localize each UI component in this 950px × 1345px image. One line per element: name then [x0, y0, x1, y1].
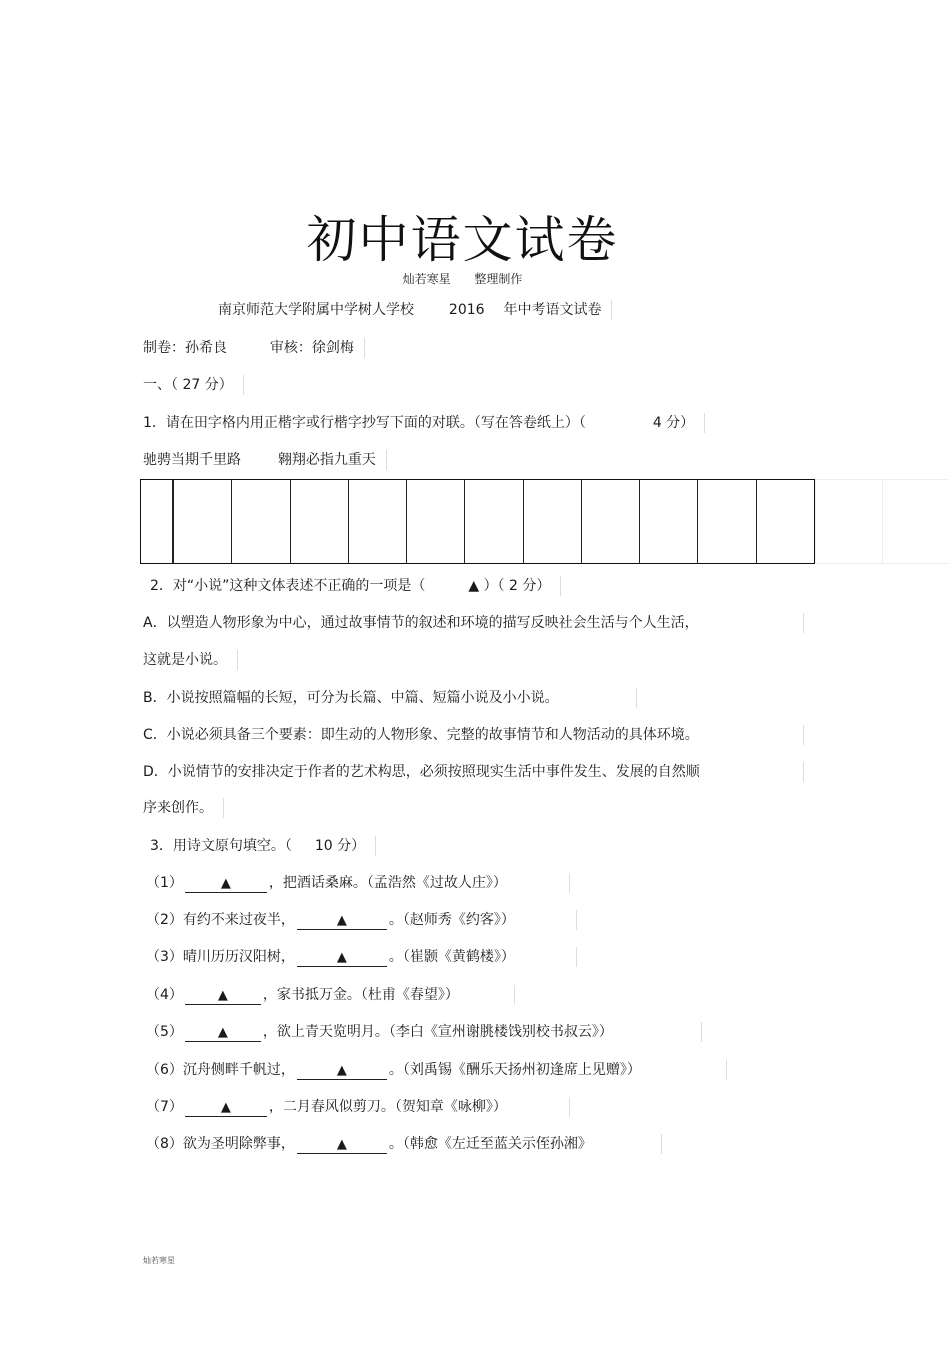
maker: 制卷：孙希良: [143, 340, 227, 356]
item-after: 。（韩愈《左迁至蓝关示侄孙湘》: [388, 1136, 592, 1152]
item-number: （8）: [146, 1136, 183, 1152]
item-before: 晴川历历汉阳树，: [182, 949, 295, 965]
grid-cell: [291, 480, 349, 563]
credit-author: 灿若寒星: [402, 272, 451, 286]
page-footer: 灿若寒星: [143, 1256, 175, 1265]
grid-cell: [757, 480, 814, 563]
grid-cell: [232, 480, 290, 563]
option-d-line2: 序来创作。: [143, 798, 224, 818]
answer-blank: ▲: [297, 913, 387, 930]
exam-school: 南京师范大学附属中学树人学校: [218, 302, 414, 318]
faint-grid-cell: [815, 480, 882, 563]
makers-line: [143, 338, 365, 358]
item-before: 有约不来过夜半，: [182, 912, 295, 928]
answer-blank: ▲: [185, 876, 267, 893]
item-number: （7）: [146, 1099, 183, 1115]
item-after: 。（刘禹锡《酬乐天扬州初逢席上见赠》）: [388, 1062, 641, 1078]
option-b: B．小说按照篇幅的长短，可分为长篇、中篇、短篇小说及小小说。: [143, 688, 637, 708]
item-number: （1）: [146, 875, 183, 891]
fill-item-8: [146, 1134, 662, 1154]
faint-grid-cell: [882, 480, 949, 563]
answer-blank: ▲: [297, 1063, 387, 1080]
fill-item-4: [146, 985, 515, 1005]
q3-prompt: 3．用诗文原句填空。（: [150, 838, 292, 854]
q2-prompt-start: 2．对“小说”这种文体表述不正确的一项是（: [150, 578, 426, 594]
fill-item-6: [146, 1060, 727, 1080]
exam-suffix: 年中考语文试卷: [503, 302, 602, 318]
q1-score: 4 分）: [652, 415, 695, 431]
fill-item-3: [146, 947, 577, 967]
faint-grid-extension: [815, 479, 948, 564]
reviewer: 审核：徐剑梅: [269, 340, 354, 356]
option-a-line1: A．以塑造人物形象为中心，通过故事情节的叙述和环境的描写反映社会生活与个人生活，: [143, 613, 804, 633]
grid-cell: [174, 480, 232, 563]
q2-prompt-end: ）（ 2 分）: [483, 578, 551, 594]
q3-score: 10 分）: [314, 838, 366, 854]
credit-line: [0, 270, 925, 287]
couplet-left: 驰骋当期千里路: [143, 452, 241, 468]
grid-cell: [465, 480, 523, 563]
option-a-line2: 这就是小说。: [143, 650, 238, 670]
exam-year: 2016: [448, 302, 485, 318]
q2-marker: ▲: [468, 578, 480, 594]
option-d-line1: D．小说情节的安排决定于作者的艺术构思，必须按照现实生活中事件发生、发展的自然顺: [143, 762, 804, 782]
item-after: 。（赵师秀《约客》）: [388, 912, 515, 928]
grid-cell: [582, 480, 640, 563]
grid-cell: [349, 480, 407, 563]
answer-blank: ▲: [185, 1025, 261, 1042]
grid-cell: [640, 480, 698, 563]
item-after: ，家书抵万金。（杜甫《春望》）: [262, 987, 459, 1003]
exam-name: [218, 300, 612, 320]
answer-blank: ▲: [185, 988, 261, 1005]
item-number: （2）: [146, 912, 183, 928]
fill-item-7: [146, 1097, 570, 1117]
question-2: [150, 576, 561, 596]
item-after: ，欲上青天览明月。（李白《宣州谢朓楼饯别校书叔云》）: [262, 1024, 613, 1040]
grid-cell: [407, 480, 465, 563]
item-before: 沉舟侧畔千帆过，: [182, 1062, 295, 1078]
couplet: [143, 450, 387, 470]
document-title: 初中语文试卷: [306, 211, 619, 269]
item-number: （6）: [146, 1062, 183, 1078]
item-after: 。（崔颢《黄鹤楼》）: [388, 949, 515, 965]
couplet-right: 翱翔必指九重天: [277, 452, 376, 468]
fill-item-1: [146, 873, 570, 893]
answer-blank: ▲: [297, 950, 387, 967]
answer-blank: ▲: [185, 1100, 267, 1117]
question-1: [143, 413, 705, 433]
item-before: 欲为圣明除弊事，: [182, 1136, 295, 1152]
section-heading: 一、（ 27 分）: [143, 375, 244, 395]
option-c: C．小说必须具备三个要素：即生动的人物形象、完整的故事情节和人物活动的具体环境。: [143, 725, 804, 745]
grid-cell: [141, 480, 174, 563]
item-after: ，把酒话桑麻。（孟浩然《过故人庄》）: [268, 875, 507, 891]
item-number: （3）: [146, 949, 183, 965]
writing-grid: [140, 479, 815, 564]
item-number: （5）: [146, 1024, 183, 1040]
answer-blank: ▲: [297, 1137, 387, 1154]
fill-item-5: [146, 1022, 702, 1042]
grid-cell: [524, 480, 582, 563]
q1-prompt: 1．请在田字格内用正楷字或行楷字抄写下面的对联。（写在答卷纸上）（: [143, 415, 586, 431]
grid-cell: [698, 480, 756, 563]
fill-item-2: [146, 910, 577, 930]
credit-action: 整理制作: [474, 272, 523, 286]
item-after: ，二月春风似剪刀。（贺知章《咏柳》）: [268, 1099, 507, 1115]
question-3: [150, 836, 376, 856]
item-number: （4）: [146, 987, 183, 1003]
